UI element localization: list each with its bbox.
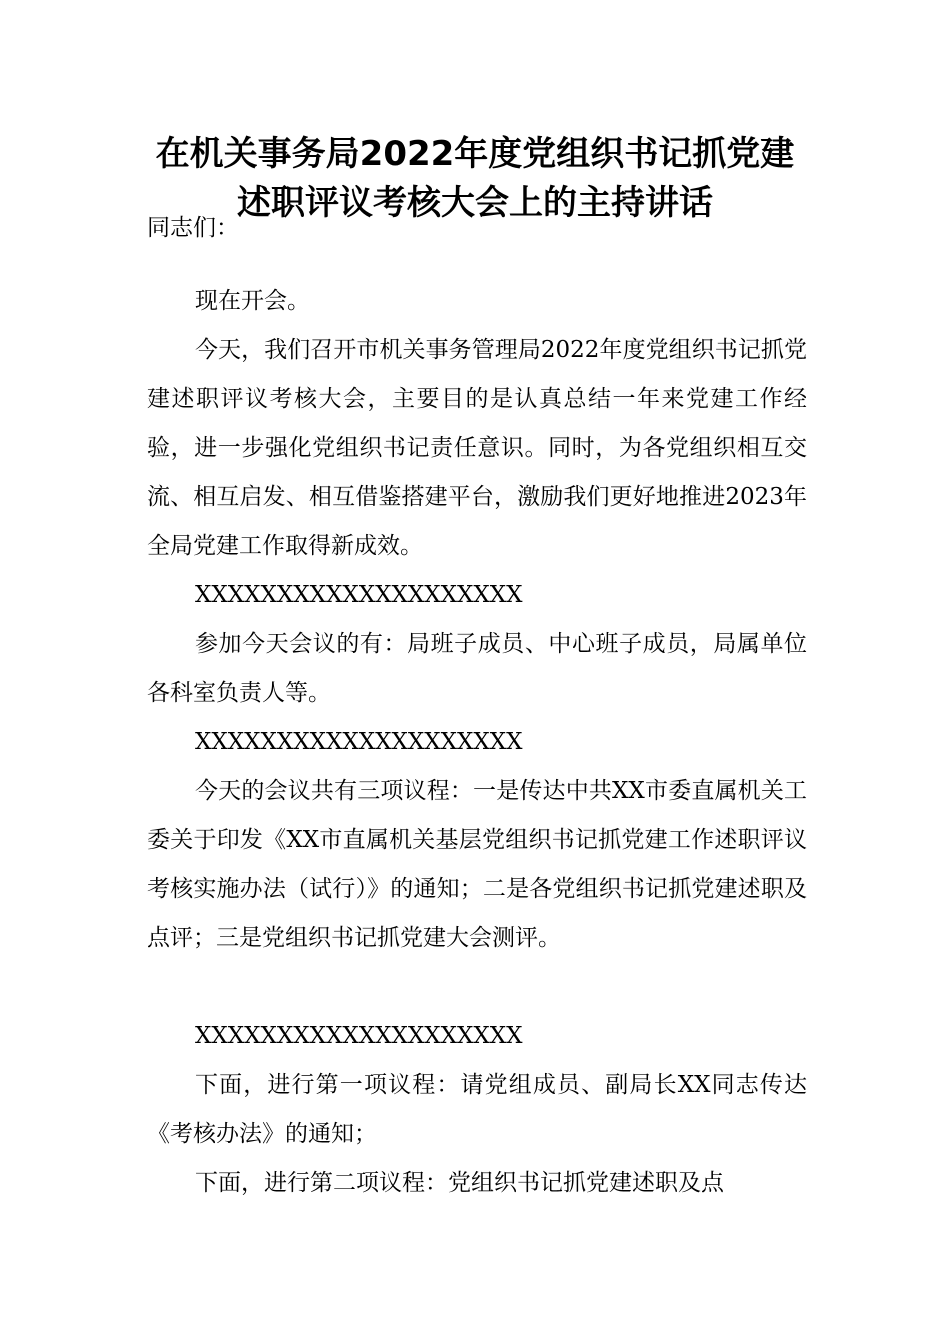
paragraph-agenda: 今天的会议共有三项议程：一是传达中共XX市委直属机关工委关于印发《XX市直属机关基层党组织书记抓党建工作述职评议考核实施办法（试行）》的通知；二是各党组织书记抓党建述职及点评；三是党组织书记抓党建大会测评。 [147,778,807,951]
paragraph-purpose: 今天，我们召开市机关事务管理局2022年度党组织书记抓党建述职评议考核大会，主要目的是认真总结一年来党建工作经验，进一步强化党组织书记责任意识。同时，为各党组织相互交流、相互启发、相互借鉴搭建平台，激励我们更好地推进2023年全局党建工作取得新成效。 [147,337,807,559]
paragraph-open-meeting: 现在开会。 [195,288,310,314]
salutation: 同志们： [147,215,239,241]
paragraph-attendees: 参加今天会议的有：局班子成员、中心班子成员，局属单位各科室负责人等。 [147,631,807,706]
paragraph-first-item: 下面，进行第一项议程：请党组成员、副局长XX同志传达《考核办法》的通知； [147,1072,807,1147]
paragraph-placeholder: XXXXXXXXXXXXXXXXXXXX [195,582,523,608]
paragraph-placeholder: XXXXXXXXXXXXXXXXXXXX [195,729,523,755]
document-title-line-2: 述职评议考核大会上的主持讲话 [237,183,713,223]
paragraph-placeholder: XXXXXXXXXXXXXXXXXXXX [195,1023,523,1049]
document-title-line-1: 在机关事务局2022年度党组织书记抓党建 [155,134,795,174]
paragraph-second-item: 下面，进行第二项议程：党组织书记抓党建述职及点 [195,1170,724,1196]
